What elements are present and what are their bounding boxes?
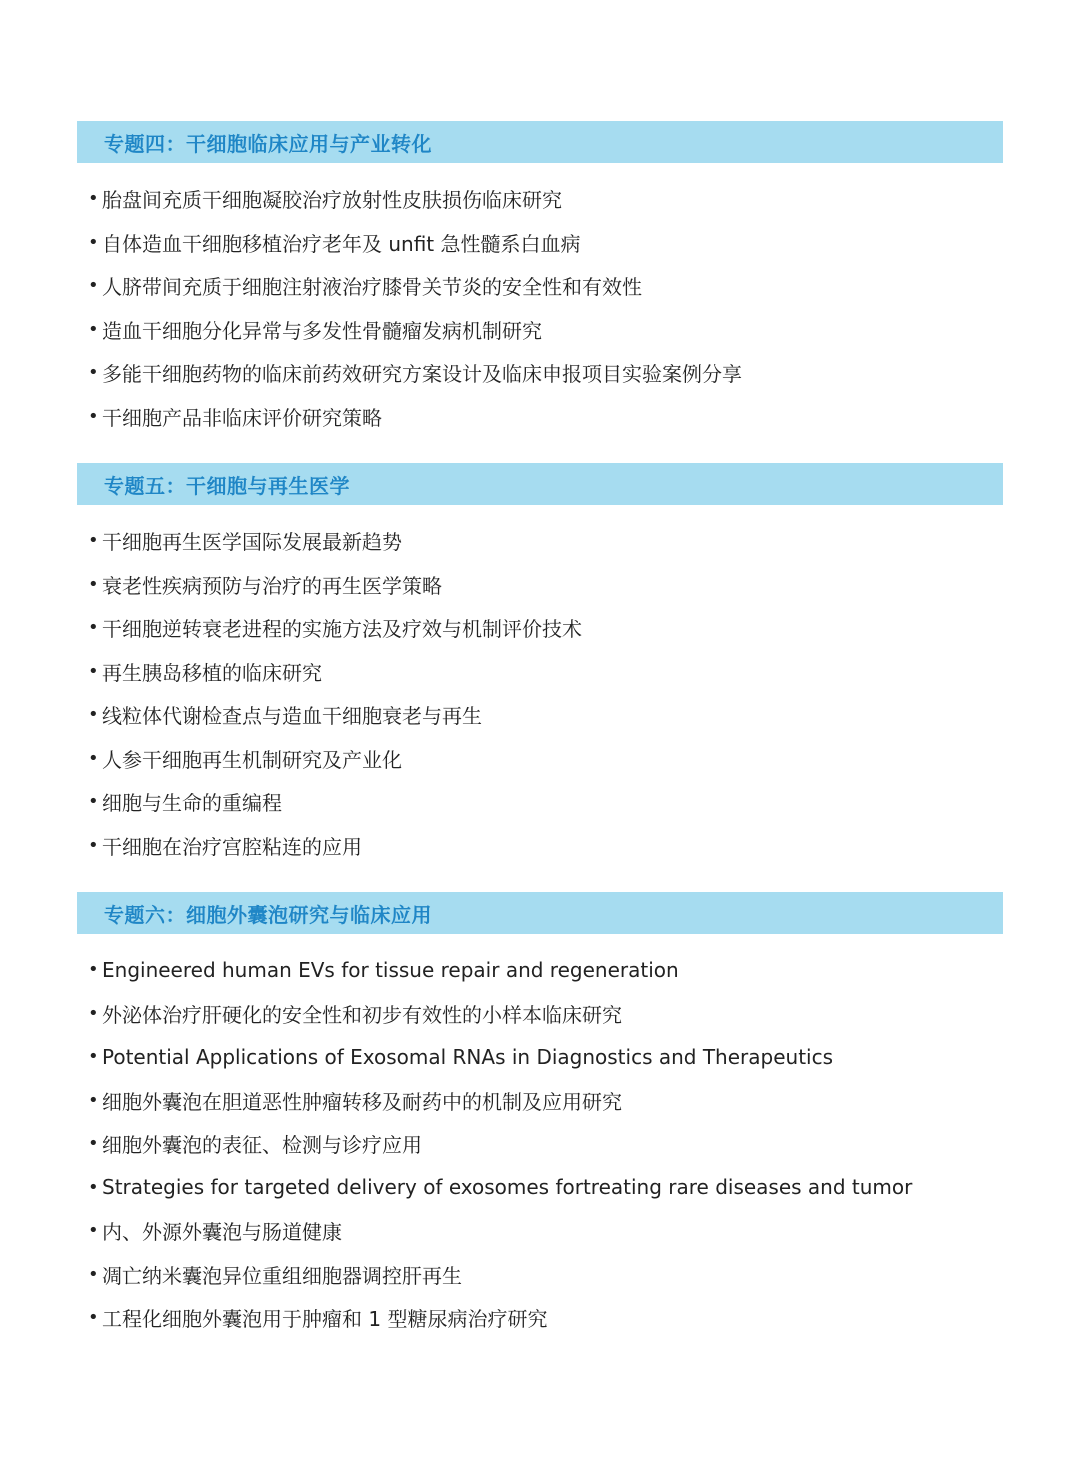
item-text: Potential Applications of Exosomal RNAs in Diagnostics and Therapeutics xyxy=(102,1044,834,1069)
section-header xyxy=(77,892,1003,934)
item-text: 内、外源外囊泡与肠道健康 xyxy=(102,1220,342,1245)
list-item xyxy=(77,948,1003,992)
item-text: 细胞外囊泡的表征、检测与诊疗应用 xyxy=(102,1133,422,1158)
item-text: 工程化细胞外囊泡用于肿瘤和 1 型糖尿病治疗研究 xyxy=(102,1307,548,1332)
bullet-icon: • xyxy=(88,231,99,253)
bullet-icon: • xyxy=(88,1002,99,1024)
bullet-icon: • xyxy=(88,1046,99,1068)
item-text: Strategies for targeted delivery of exosomes fortreating rare diseases and tumor xyxy=(102,1175,913,1200)
list-item xyxy=(77,308,1003,352)
list-item xyxy=(77,606,1003,650)
bullet-icon: • xyxy=(88,834,99,856)
item-text: 造血干细胞分化异常与多发性骨髓瘤发病机制研究 xyxy=(102,318,542,343)
list-item xyxy=(77,395,1003,439)
list-item xyxy=(77,824,1003,868)
bullet-icon: • xyxy=(88,318,99,340)
bullet-icon: • xyxy=(88,362,99,384)
bullet-icon: • xyxy=(88,530,99,552)
item-text: 细胞外囊泡在胆道恶性肿瘤转移及耐药中的机制及应用研究 xyxy=(102,1089,622,1114)
bullet-icon: • xyxy=(88,275,99,297)
item-text: 多能干细胞药物的临床前药效研究方案设计及临床申报项目实验案例分享 xyxy=(102,362,742,387)
section-title: 专题四：干细胞临床应用与产业转化 xyxy=(104,131,432,156)
item-text: 干细胞逆转衰老进程的实施方法及疗效与机制评价技术 xyxy=(102,617,582,642)
list-item xyxy=(77,992,1003,1036)
item-text: 自体造血干细胞移植治疗老年及 unfit 急性髓系白血病 xyxy=(102,231,581,256)
section-title: 专题五：干细胞与再生医学 xyxy=(104,473,350,498)
list-item xyxy=(77,351,1003,395)
list-item xyxy=(77,1166,1003,1210)
bullet-icon: • xyxy=(88,573,99,595)
bullet-icon: • xyxy=(88,704,99,726)
bullet-icon: • xyxy=(88,1133,99,1155)
item-text: Engineered human EVs for tissue repair and regeneration xyxy=(102,957,679,982)
list-item xyxy=(77,1209,1003,1253)
bullet-icon: • xyxy=(88,405,99,427)
bullet-icon: • xyxy=(88,1089,99,1111)
topic-list xyxy=(77,519,1003,867)
item-text: 干细胞在治疗宫腔粘连的应用 xyxy=(102,834,362,859)
topic-list xyxy=(77,948,1003,1340)
item-text: 人脐带间充质于细胞注射液治疗膝骨关节炎的安全性和有效性 xyxy=(102,275,642,300)
list-item xyxy=(77,737,1003,781)
section-header xyxy=(77,121,1003,163)
list-item xyxy=(77,693,1003,737)
bullet-icon: • xyxy=(88,660,99,682)
list-item xyxy=(77,1035,1003,1079)
item-text: 外泌体治疗肝硬化的安全性和初步有效性的小样本临床研究 xyxy=(102,1002,622,1027)
section-topic-4 xyxy=(77,121,1003,438)
bullet-icon: • xyxy=(88,1220,99,1242)
item-text: 干细胞再生医学国际发展最新趋势 xyxy=(102,530,402,555)
bullet-icon: • xyxy=(88,1263,99,1285)
bullet-icon: • xyxy=(88,1176,99,1198)
bullet-icon: • xyxy=(88,791,99,813)
item-text: 线粒体代谢检查点与造血干细胞衰老与再生 xyxy=(102,704,482,729)
bullet-icon: • xyxy=(88,188,99,210)
section-topic-5 xyxy=(77,463,1003,867)
list-item xyxy=(77,780,1003,824)
bullet-icon: • xyxy=(88,1307,99,1329)
item-text: 人参干细胞再生机制研究及产业化 xyxy=(102,747,402,772)
list-item xyxy=(77,563,1003,607)
topic-list xyxy=(77,177,1003,438)
item-text: 细胞与生命的重编程 xyxy=(102,791,282,816)
section-topic-6 xyxy=(77,892,1003,1340)
item-text: 再生胰岛移植的临床研究 xyxy=(102,660,322,685)
bullet-icon: • xyxy=(88,617,99,639)
bullet-icon: • xyxy=(88,747,99,769)
list-item xyxy=(77,221,1003,265)
list-item xyxy=(77,650,1003,694)
bullet-icon: • xyxy=(88,959,99,981)
list-item xyxy=(77,264,1003,308)
list-item xyxy=(77,1079,1003,1123)
list-item xyxy=(77,1122,1003,1166)
section-title: 专题六：细胞外囊泡研究与临床应用 xyxy=(104,902,432,927)
item-text: 衰老性疾病预防与治疗的再生医学策略 xyxy=(102,573,442,598)
item-text: 干细胞产品非临床评价研究策略 xyxy=(102,405,382,430)
item-text: 凋亡纳米囊泡异位重组细胞器调控肝再生 xyxy=(102,1263,462,1288)
section-header xyxy=(77,463,1003,505)
list-item xyxy=(77,1296,1003,1340)
item-text: 胎盘间充质干细胞凝胶治疗放射性皮肤损伤临床研究 xyxy=(102,188,562,213)
list-item xyxy=(77,177,1003,221)
list-item xyxy=(77,519,1003,563)
list-item xyxy=(77,1253,1003,1297)
